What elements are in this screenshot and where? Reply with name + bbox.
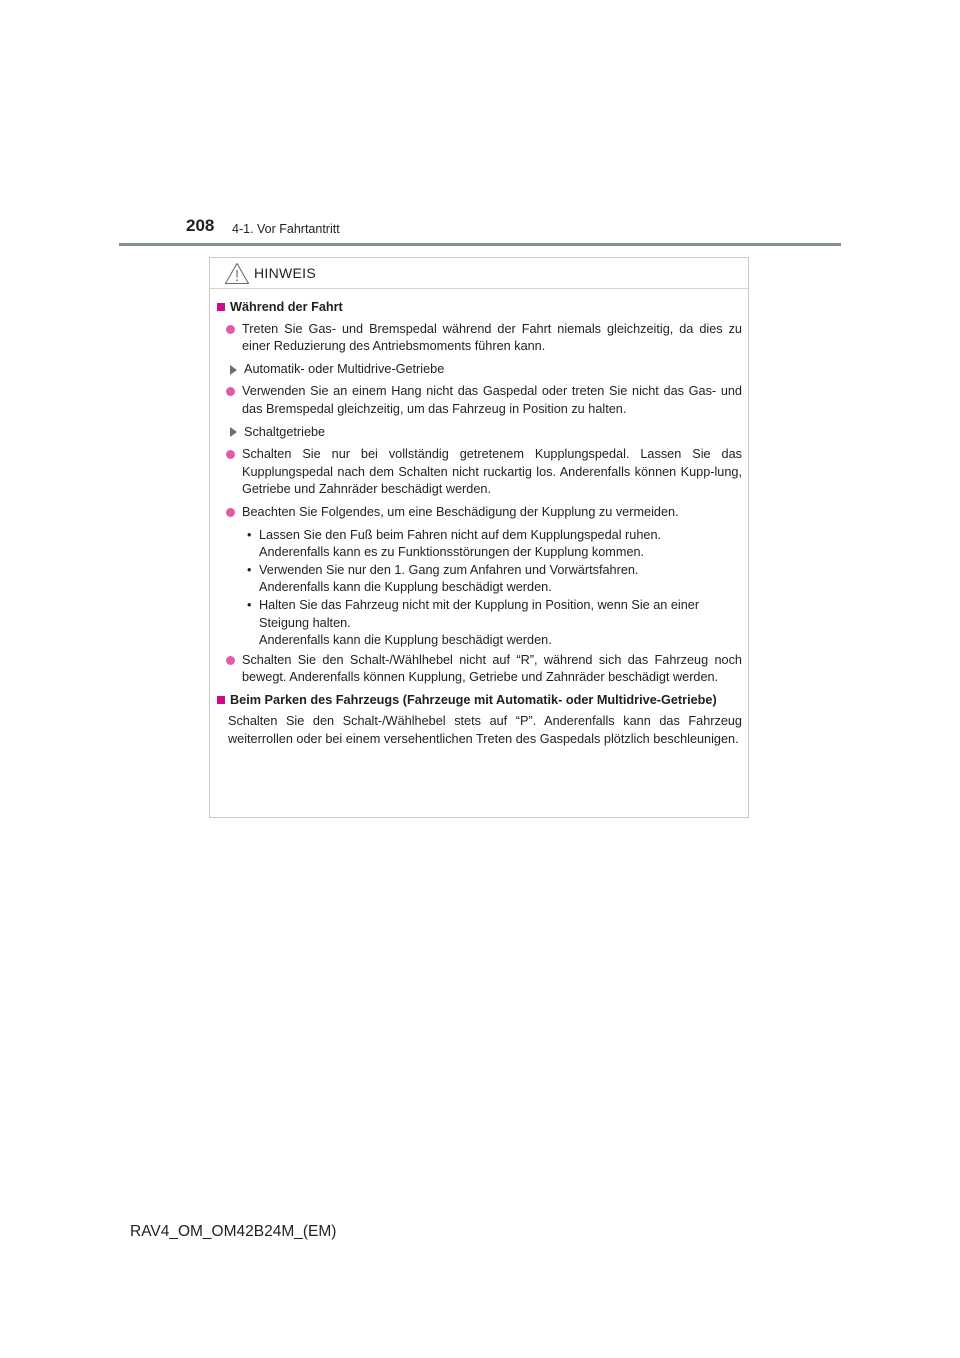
bullet-line: Verwenden Sie nur den 1. Gang zum Anfahren und Vorwärtsfahren.	[259, 562, 639, 577]
circle-bullet-icon	[226, 508, 235, 517]
list-item	[226, 504, 742, 522]
item-text: Treten Sie Gas- und Bremspedal während der Fahrt niemals gleichzeitig, da dies zu einer Reduzierung des Antriebsmoments führen kann.	[242, 321, 742, 354]
section-heading-parking	[216, 692, 742, 710]
bullet-line: Anderenfalls kann die Kupplung beschädigt werden.	[259, 633, 552, 648]
bullet-line: Anderenfalls kann es zu Funktionsstörungen der Kupplung kommen.	[259, 545, 645, 560]
bullet-dot: •	[247, 597, 252, 612]
parking-paragraph: Schalten Sie den Schalt-/Wählhebel stets auf “P”. Anderenfalls kann das Fahrzeug weiterrollen oder bei einem versehentlichen Treten des Gaspedals plötzlich beschleunigen.	[228, 714, 742, 747]
item-text: Beachten Sie Folgendes, um eine Beschädigung der Kupplung zu vermeiden.	[242, 504, 679, 519]
bullet-item	[247, 597, 742, 650]
circle-bullet-icon	[226, 325, 235, 334]
page-number: 208	[186, 216, 215, 235]
circle-bullet-icon	[226, 450, 235, 459]
header-rule	[119, 243, 841, 246]
bullet-dot: •	[247, 527, 252, 542]
heading-text: Beim Parken des Fahrzeugs (Fahrzeuge mit Automatik- oder Multidrive-Getriebe)	[230, 692, 717, 707]
bullet-dot: •	[247, 562, 252, 577]
item-text: Schalten Sie nur bei vollständig getretenem Kupplungspedal. Lassen Sie das Kupplungspedal nach dem Schalten nicht ruckartig los. Anderenfalls können Kupp-lung, Getriebe und Zahnräder beschädigt werden.	[242, 447, 742, 497]
bullet-item	[247, 527, 742, 562]
list-item	[226, 652, 742, 687]
bullet-line: Lassen Sie den Fuß beim Fahren nicht auf dem Kupplungspedal ruhen.	[259, 527, 662, 542]
bullet-line: Halten Sie das Fahrzeug nicht mit der Kupplung in Position, wenn Sie an einer Steigung halten.	[259, 597, 700, 630]
notice-title: HINWEIS	[254, 265, 316, 281]
section-title: 4-1. Vor Fahrtantritt	[232, 222, 340, 236]
list-item	[226, 383, 742, 418]
triangle-marker-icon	[230, 427, 237, 437]
item-text: Schalten Sie den Schalt-/Wählhebel nicht auf “R”, während sich das Fahrzeug noch bewegt. Anderenfalls können Kupplung, Getriebe und Zahnräder beschädigt werden.	[242, 652, 742, 685]
notice-body	[210, 289, 748, 749]
subheading-text: Automatik- oder Multidrive-Getriebe	[244, 361, 445, 376]
list-item	[226, 321, 742, 356]
list-item	[226, 446, 742, 499]
bullet-line: Anderenfalls kann die Kupplung beschädigt werden.	[259, 580, 552, 595]
warning-triangle-icon	[224, 262, 250, 285]
subheading-text: Schaltgetriebe	[244, 424, 326, 439]
notice-box	[209, 257, 749, 818]
document-code: RAV4_OM_OM42B24M_(EM)	[130, 1223, 337, 1240]
heading-text: Während der Fahrt	[230, 300, 343, 314]
clutch-bullet-list	[247, 527, 742, 650]
subheading-automatic	[230, 361, 742, 379]
triangle-marker-icon	[230, 365, 237, 375]
item-text: Verwenden Sie an einem Hang nicht das Gaspedal oder treten Sie nicht das Gas- und das Bremspedal gleichzeitig, um das Fahrzeug in Position zu halten.	[242, 384, 742, 416]
circle-bullet-icon	[226, 656, 235, 665]
notice-header	[210, 258, 748, 289]
bullet-item	[247, 562, 742, 597]
subheading-manual	[230, 424, 742, 442]
circle-bullet-icon	[226, 387, 235, 396]
section-heading-driving	[216, 299, 742, 317]
square-bullet-icon	[217, 696, 225, 704]
square-bullet-icon	[217, 303, 225, 311]
